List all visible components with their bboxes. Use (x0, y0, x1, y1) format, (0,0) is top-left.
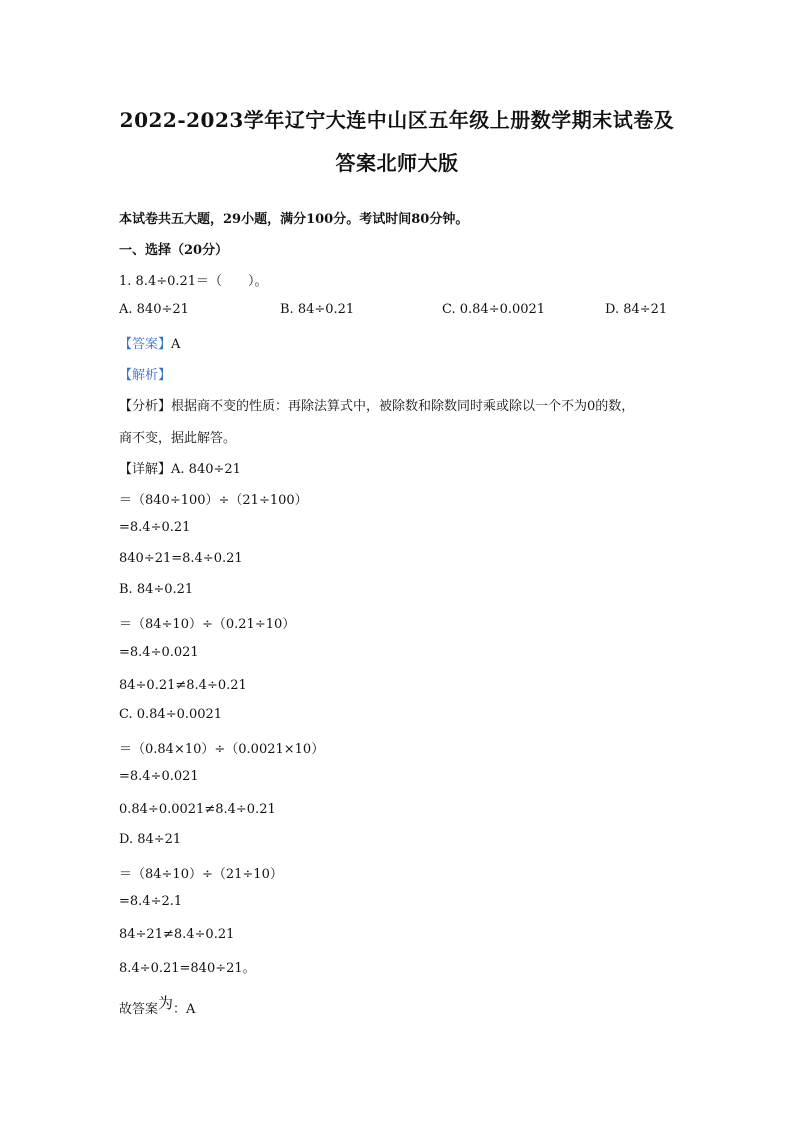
detail-line-0 (119, 458, 241, 477)
detail-line-4: B. 84÷0.21 (119, 582, 194, 597)
answer-tag: 【答案】 (119, 337, 172, 352)
option-c: C. 0.84÷0.0021 (442, 302, 546, 317)
detail-line-12: D. 84÷21 (119, 832, 182, 847)
detail-line-15: 84÷21≠8.4÷0.21 (119, 927, 235, 942)
detail-line-10: =8.4÷0.021 (119, 769, 199, 784)
option-a: A. 840÷21 (119, 302, 189, 317)
fenxi-line2: 商不变，据此解答。 (119, 431, 237, 446)
detail-line-8: C. 0.84÷0.0021 (119, 707, 223, 722)
detail-line-11: 0.84÷0.0021≠8.4÷0.21 (119, 802, 276, 817)
doc-title-line1: 2022-2023学年辽宁大连中山区五年级上册数学期末试卷及 (119, 108, 675, 132)
conclusion-sup: 为 (158, 994, 174, 1012)
section-heading: 一、选择（20分） (119, 243, 229, 258)
conclusion-prefix: 故答案 (119, 1002, 159, 1017)
exam-intro: 本试卷共五大题，29小题，满分100分。考试时间80分钟。 (119, 212, 469, 227)
conclusion-line (119, 994, 196, 1018)
detail-line-9: ＝（0.84×10）÷（0.0021×10） (119, 742, 325, 757)
fenxi-text1: 根据商不变的性质：再除法算式中，被除数和除数同时乘或除以一个不为0的数， (171, 399, 635, 414)
doc-title-line2: 答案北师大版 (335, 151, 459, 175)
analysis-tag: 【解析】 (119, 368, 172, 383)
detail-line-3: 840÷21=8.4÷0.21 (119, 551, 243, 566)
detail-line-6: =8.4÷0.021 (119, 645, 199, 660)
detail-line-1: ＝（840÷100）÷（21÷100） (119, 493, 308, 508)
detail-line-13: ＝（84÷10）÷（21÷10） (119, 867, 283, 882)
detail-tag: 【详解】 (119, 462, 172, 477)
detail-line-16: 8.4÷0.21=840÷21。 (119, 961, 256, 976)
detail-line-14: =8.4÷2.1 (119, 894, 183, 909)
conclusion-suffix: ：A (173, 1002, 196, 1017)
detail-line-2: =8.4÷0.21 (119, 520, 191, 535)
detail-text-0: A. 840÷21 (171, 462, 241, 477)
detail-line-7: 84÷0.21≠8.4÷0.21 (119, 678, 247, 693)
fenxi-tag: 【分析】 (119, 399, 172, 414)
answer-value: A (171, 337, 181, 352)
question-stem: 1. 8.4÷0.21＝（ ）。 (119, 274, 268, 289)
fenxi-line1 (119, 395, 634, 414)
answer-line (119, 333, 180, 352)
detail-line-5: ＝（84÷10）÷（0.21÷10） (119, 617, 296, 632)
option-d: D. 84÷21 (605, 302, 668, 317)
option-b: B. 84÷0.21 (280, 302, 355, 317)
